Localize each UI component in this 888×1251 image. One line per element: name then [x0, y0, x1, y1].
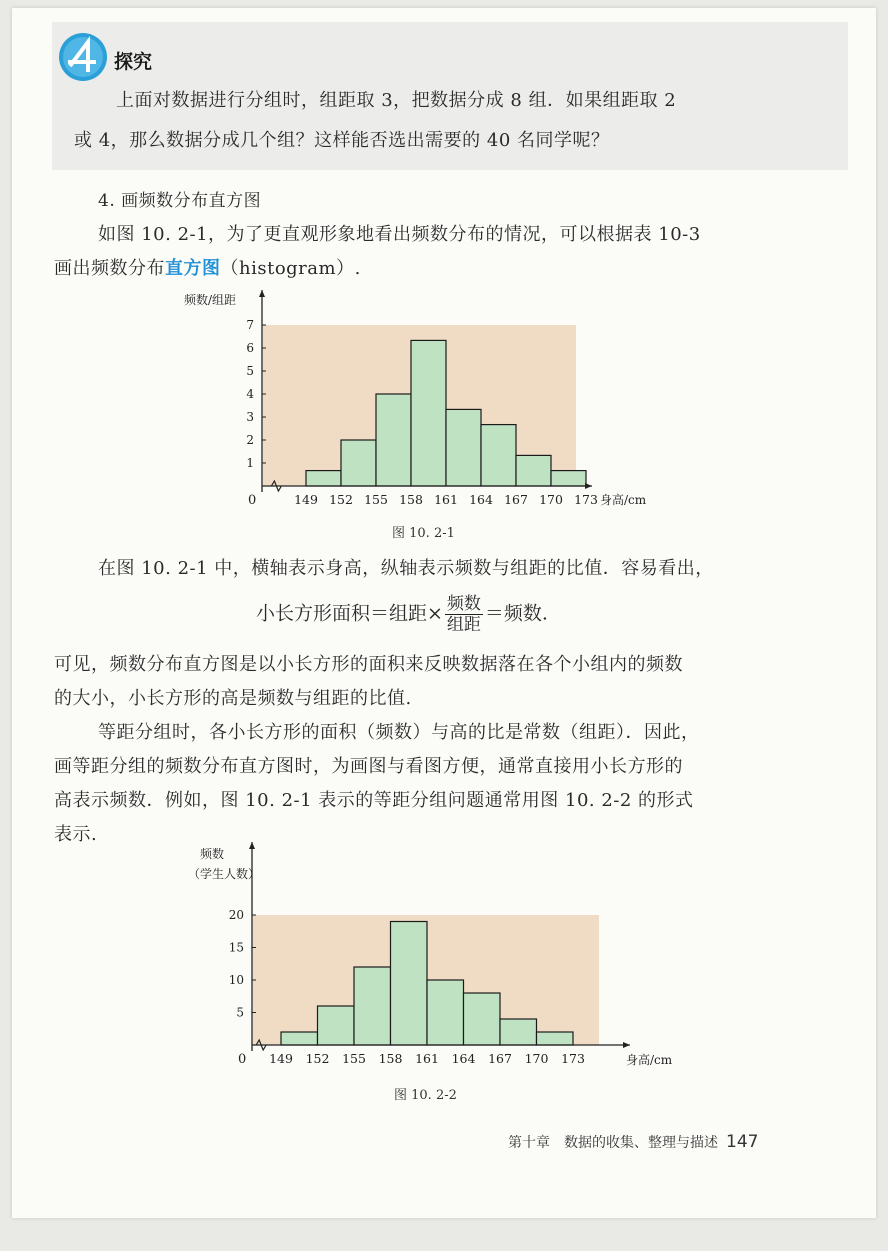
histogram-bar — [500, 1019, 537, 1045]
chapter-title: 第十章 数据的收集、整理与描述 — [508, 1135, 718, 1151]
histogram-bar — [354, 967, 391, 1045]
histogram-bar — [427, 980, 464, 1045]
x-tick-label: 152 — [305, 1051, 330, 1066]
histogram-bar — [516, 455, 551, 486]
formula-numerator: 频数 — [446, 594, 481, 614]
x-tick-label: 152 — [329, 492, 353, 507]
y-tick-label: 6 — [246, 341, 254, 355]
x-tick-label: 173 — [574, 492, 598, 507]
x-tick-label: 173 — [561, 1051, 585, 1066]
paragraph-1-line-1: 如图 10. 2-1，为了更直观形象地看出频数分布的情况，可以根据表 10-3 — [98, 224, 701, 245]
x-tick-label: 170 — [539, 492, 563, 507]
y-axis-label: 频数/组距 — [184, 293, 237, 307]
histogram-bar — [481, 425, 516, 486]
paragraph-1-line-2 — [54, 252, 361, 286]
paragraph-1-text: 画出频数分布 — [54, 258, 165, 279]
page-footer — [508, 1132, 758, 1152]
y-axis-label-unit: （学生人数） — [188, 867, 261, 881]
paragraph-4-line-3: 高表示频数．例如，图 10. 2-1 表示的等距分组问题通常用图 10. 2-2 的形式 — [54, 790, 694, 811]
histogram-chart-1 — [180, 288, 680, 514]
x-tick-label: 158 — [378, 1051, 403, 1066]
y-tick-label: 15 — [228, 940, 244, 955]
histogram-bar — [318, 1006, 355, 1045]
histogram-bar — [281, 1032, 318, 1045]
x-tick-label: 164 — [451, 1051, 476, 1066]
y-axis-arrow — [249, 842, 255, 849]
x-tick-label: 155 — [342, 1051, 366, 1066]
x-tick-label: 158 — [399, 492, 423, 507]
paragraph-3-line-1: 可见，频数分布直方图是以小长方形的面积来反映数据落在各个小组内的频数 — [54, 654, 683, 675]
explore-line-1: 上面对数据进行分组时，组距取 3，把数据分成 8 组．如果组距取 2 — [116, 90, 677, 111]
explore-line-2: 或 4，那么数据分成几个组？这样能否选出需要的 40 名同学呢？ — [74, 130, 610, 151]
histogram-chart-2 — [160, 840, 700, 1076]
x-tick-label: 167 — [488, 1051, 512, 1066]
formula-rhs: ＝频数. — [484, 602, 548, 625]
explore-logo-icon — [58, 32, 108, 82]
x-tick-label: 164 — [469, 492, 493, 507]
y-tick-label: 1 — [246, 456, 254, 470]
histogram-bar — [446, 409, 481, 486]
paragraph-4-line-1: 等距分组时，各小长方形的面积（频数）与高的比是常数（组距）．因此， — [98, 722, 700, 743]
histogram-bar — [391, 922, 428, 1046]
x-axis-arrow — [585, 483, 592, 489]
histogram-term: 直方图 — [165, 258, 221, 279]
paragraph-1-text-end: （histogram）. — [220, 258, 361, 279]
y-axis-arrow — [259, 290, 265, 297]
y-tick-label: 20 — [228, 908, 244, 922]
formula-fraction — [445, 594, 483, 635]
origin-label: 0 — [248, 493, 257, 508]
paragraph-4-line-4: 表示. — [54, 824, 98, 845]
x-tick-label: 170 — [524, 1051, 549, 1066]
x-axis-arrow — [623, 1042, 630, 1048]
y-tick-label: 10 — [228, 973, 244, 987]
histogram-bar — [306, 471, 341, 486]
histogram-bar — [464, 993, 501, 1045]
x-tick-label: 149 — [294, 492, 318, 507]
paragraph-2: 在图 10. 2-1 中，横轴表示身高，纵轴表示频数与组距的比值．容易看出， — [98, 558, 714, 579]
histogram-bar — [537, 1032, 574, 1045]
histogram-bar — [376, 394, 411, 486]
histogram-bar — [341, 440, 376, 486]
y-tick-label: 3 — [246, 410, 254, 424]
section-heading: 4. 画频数分布直方图 — [98, 191, 262, 211]
explore-title: 探究 — [114, 51, 153, 73]
y-tick-label: 7 — [246, 318, 254, 332]
formula-lhs: 小长方形面积＝组距× — [256, 602, 443, 625]
paragraph-4-line-2: 画等距分组的频数分布直方图时，为画图与看图方便，通常直接用小长方形的 — [54, 756, 683, 777]
x-axis-label: 身高/cm — [600, 493, 647, 507]
y-tick-label: 2 — [246, 433, 254, 447]
figure-2-caption: 图 10. 2-2 — [394, 1088, 457, 1103]
origin-label: 0 — [238, 1052, 247, 1067]
y-axis-label: 频数 — [200, 847, 225, 861]
x-tick-label: 161 — [434, 492, 458, 507]
histogram-bar — [411, 340, 446, 486]
figure-1-caption: 图 10. 2-1 — [392, 526, 455, 541]
histogram-bar — [551, 471, 586, 486]
paragraph-3-line-2: 的大小，小长方形的高是频数与组距的比值. — [54, 688, 412, 709]
y-tick-label: 4 — [246, 387, 254, 401]
x-axis-label: 身高/cm — [626, 1053, 673, 1067]
x-tick-label: 149 — [269, 1051, 293, 1066]
y-tick-label: 5 — [236, 1005, 244, 1020]
x-tick-label: 155 — [364, 492, 388, 507]
x-tick-label: 161 — [415, 1051, 439, 1066]
page-number: 147 — [726, 1132, 759, 1152]
area-formula — [256, 594, 548, 635]
x-tick-label: 167 — [504, 492, 528, 507]
y-tick-label: 5 — [246, 364, 254, 378]
formula-denominator: 组距 — [446, 615, 481, 635]
